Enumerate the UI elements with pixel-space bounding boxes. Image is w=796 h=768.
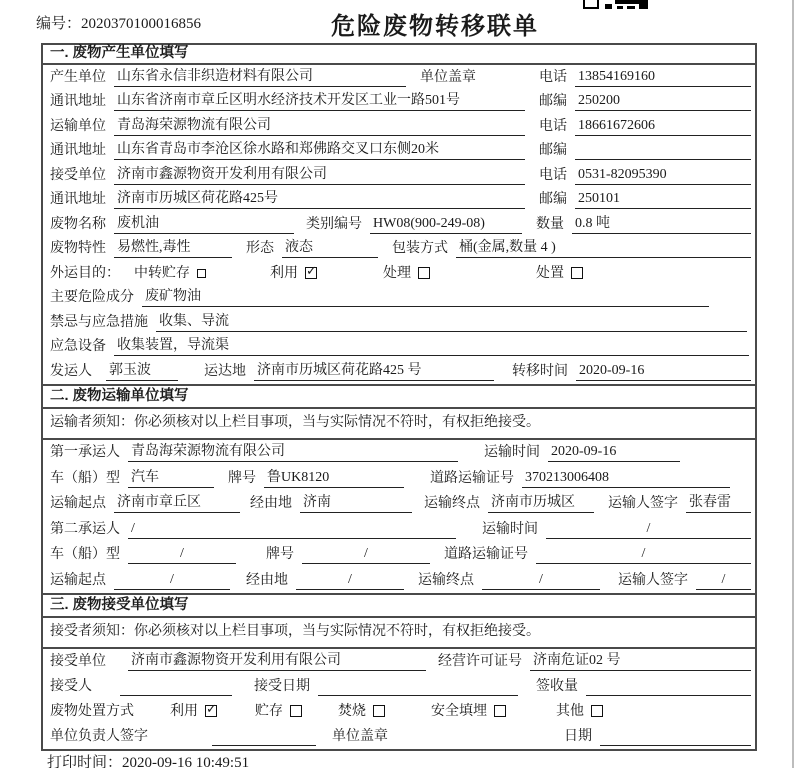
waste-property-value: 易燃性,毒性 <box>114 239 232 258</box>
row-acceptor <box>43 674 755 699</box>
emergency-equipment-label: 应急设备 <box>50 339 106 354</box>
producer-zip-value: 250200 <box>575 92 751 111</box>
packing-label: 包装方式 <box>392 241 448 256</box>
waste-category-value: HW08(900-249-08) <box>370 215 522 234</box>
route1-end-value: 济南市历城区 <box>488 494 594 513</box>
producer-zip-label: 邮编 <box>539 94 567 109</box>
vehicle-type1-label: 车（船）型 <box>50 470 120 486</box>
date-value <box>600 727 751 746</box>
disposal-option-use-checkbox <box>205 705 217 717</box>
shipper-label: 发运人 <box>50 363 92 379</box>
purpose-option-use-checkbox <box>305 267 317 279</box>
route2-start-value: / <box>114 571 230 590</box>
road-permit1-value: 370213006408 <box>522 469 730 488</box>
disposal-option-store <box>255 702 302 721</box>
row-producer-address-right <box>539 92 751 111</box>
row-route2 <box>43 567 755 593</box>
qr-block <box>605 4 612 9</box>
route2-start-label: 运输起点 <box>50 572 106 588</box>
taboo-measures-value: 收集、导流 <box>156 313 747 332</box>
purpose-option-transfer-label: 中转贮存 <box>134 265 190 281</box>
disposal-option-incinerate-label: 焚烧 <box>338 703 366 719</box>
first-carrier-value: 青岛海荣源物流有限公司 <box>128 443 458 462</box>
disposal-option-landfill-label: 安全填埋 <box>431 703 487 719</box>
disposal-option-other-label: 其他 <box>556 703 584 719</box>
disposal-option-store-label: 贮存 <box>255 703 283 719</box>
road-permit2-label: 道路运输证号 <box>444 547 528 562</box>
receiver-zip-label: 邮编 <box>539 192 567 207</box>
plate1-label: 牌号 <box>228 470 256 486</box>
acceptor-value <box>120 677 232 696</box>
transporter-zip-value <box>575 141 751 160</box>
purpose-option-dispose-checkbox <box>571 267 583 279</box>
route2-sign-label: 运输人签字 <box>618 572 688 588</box>
row-producer-address-left <box>50 92 539 111</box>
row-main-hazard <box>43 286 755 311</box>
waste-property-label: 废物特性 <box>50 241 106 256</box>
producer-phone-value: 13854169160 <box>575 68 751 87</box>
disposal-option-incinerate <box>338 702 385 721</box>
purpose-option-dispose <box>536 264 583 283</box>
row-transporter-address-right <box>539 141 751 160</box>
qr-block <box>627 6 635 9</box>
purpose-option-treat-checkbox <box>418 267 430 279</box>
first-carrier-label: 第一承运人 <box>50 445 120 460</box>
page-edge-line <box>792 0 794 768</box>
main-hazard-label: 主要危险成分 <box>50 290 134 305</box>
packing-value: 桶(金属,数量 4 ) <box>456 239 751 258</box>
shipper-value: 郭玉波 <box>106 362 178 381</box>
row-accept-unit <box>43 649 755 674</box>
date-label: 日期 <box>564 728 592 744</box>
qr-code-fragment <box>583 0 653 10</box>
accept-date-label: 接受日期 <box>254 678 310 694</box>
purpose-label: 外运目的： <box>50 265 120 281</box>
transfer-time-label: 转移时间 <box>512 363 568 379</box>
waste-qty-label: 数量 <box>536 216 564 232</box>
row-waste-property <box>43 237 755 262</box>
transporter-label: 运输单位 <box>50 118 106 134</box>
transporter-address-value: 山东省青岛市李沧区徐水路和郑佛路交叉口东侧20米 <box>114 141 525 160</box>
responsible-signature-label: 单位负责人签字 <box>50 728 148 744</box>
transporter-notice: 运输者须知：你必须核对以上栏目事项，当与实际情况不符时，有权拒绝接受。 <box>43 409 755 440</box>
row-receiver-left <box>50 166 539 185</box>
producer-address-label: 通讯地址 <box>50 94 106 109</box>
disposal-option-other-checkbox <box>591 705 603 717</box>
row-second-carrier <box>43 516 755 542</box>
receiver-address-label: 通讯地址 <box>50 192 106 207</box>
print-time-label: 打印时间： <box>47 755 123 768</box>
disposal-option-store-checkbox <box>290 705 302 717</box>
row-responsible-signature <box>43 724 755 749</box>
row-purpose <box>43 261 755 286</box>
producer-seal-label: 单位盖章 <box>420 69 476 85</box>
section1-header: 一. 废物产生单位填写 <box>43 45 755 65</box>
page-title: 危险废物转移联单 <box>331 14 539 40</box>
doc-number-value: 2020370100016856 <box>81 16 202 32</box>
purpose-option-transfer <box>134 264 206 283</box>
license-value: 济南危证02 号 <box>530 652 751 671</box>
license-label: 经营许可证号 <box>438 653 522 669</box>
row-producer <box>43 65 755 90</box>
transport-time2-value: / <box>546 520 751 539</box>
row-disposal-method <box>43 699 755 724</box>
receipt-qty-value <box>586 677 751 696</box>
row-transporter-left <box>50 117 539 136</box>
accept-unit-value: 济南市鑫源物资开发利用有限公司 <box>128 652 426 671</box>
vehicle-type2-label: 车（船）型 <box>50 547 120 562</box>
second-carrier-label: 第二承运人 <box>50 521 120 537</box>
receiver-zip-value: 250101 <box>575 190 751 209</box>
emergency-equipment-value: 收集装置，导流渠 <box>114 337 749 356</box>
waste-category-label: 类别编号 <box>306 216 362 232</box>
transporter-value: 青岛海荣源物流有限公司 <box>114 117 525 136</box>
producer-value: 山东省永信非织造材料有限公司 <box>114 68 406 87</box>
disposal-method-label: 废物处置方式 <box>50 703 134 719</box>
qr-block <box>617 6 623 9</box>
route2-sign-value: / <box>696 571 751 590</box>
receiver-notice: 接受者须知：你必须核对以上栏目事项，当与实际情况不符时，有权拒绝接受。 <box>43 618 755 649</box>
route1-start-label: 运输起点 <box>50 496 106 511</box>
row-vehicle1 <box>43 465 755 491</box>
purpose-option-treat-label: 处理 <box>383 265 411 281</box>
row-taboo-measures <box>43 310 755 335</box>
row-shipper <box>43 359 755 384</box>
section3-header: 三. 废物接受单位填写 <box>43 593 755 618</box>
transporter-phone-label: 电话 <box>539 118 567 134</box>
qr-block <box>639 0 648 9</box>
disposal-option-landfill-checkbox <box>494 705 506 717</box>
row-emergency-equipment <box>43 335 755 360</box>
row-receiver-address-left <box>50 190 539 209</box>
row-producer-address <box>43 90 755 115</box>
row-transporter-address <box>43 139 755 164</box>
row-vehicle2 <box>43 542 755 568</box>
waste-qty-value: 0.8 吨 <box>572 215 751 234</box>
accept-date-value <box>318 677 518 696</box>
responsible-signature-value <box>212 727 316 746</box>
disposal-option-use <box>170 702 217 721</box>
main-hazard-value: 废矿物油 <box>142 288 709 307</box>
transporter-phone-value: 18661672606 <box>575 117 751 136</box>
route2-via-value: / <box>296 571 404 590</box>
row-receiver-address <box>43 188 755 213</box>
route1-start-value: 济南市章丘区 <box>114 494 240 513</box>
receipt-qty-label: 签收量 <box>536 678 578 694</box>
row-waste-name <box>43 212 755 237</box>
waste-name-label: 废物名称 <box>50 216 106 232</box>
route1-sign-label: 运输人签字 <box>608 496 678 511</box>
producer-phone-label: 电话 <box>539 69 567 85</box>
transport-time1-label: 运输时间 <box>484 445 540 460</box>
disposal-option-use-label: 利用 <box>170 703 198 719</box>
print-time-value: 2020-09-16 10:49:51 <box>122 755 250 768</box>
waste-name-value: 废机油 <box>114 215 294 234</box>
receiver-value: 济南市鑫源物资开发利用有限公司 <box>114 166 525 185</box>
second-carrier-value: / <box>128 520 456 539</box>
row-transporter <box>43 114 755 139</box>
vehicle-type2-value: / <box>128 545 236 564</box>
disposal-option-other <box>556 702 603 721</box>
purpose-option-transfer-checkbox <box>197 269 206 278</box>
purpose-option-dispose-label: 处置 <box>536 265 564 281</box>
row-producer-right <box>539 68 751 87</box>
transporter-address-label: 通讯地址 <box>50 143 106 158</box>
transport-time1-value: 2020-09-16 <box>548 443 680 462</box>
destination-label: 运达地 <box>204 363 246 379</box>
road-permit2-value: / <box>536 545 751 564</box>
disposal-option-incinerate-checkbox <box>373 705 385 717</box>
route2-via-label: 经由地 <box>246 572 288 588</box>
route1-via-label: 经由地 <box>250 496 292 511</box>
doc-number <box>36 12 201 33</box>
unit-seal-label: 单位盖章 <box>332 728 388 744</box>
row-receiver <box>43 163 755 188</box>
waste-form-label: 形态 <box>246 241 274 256</box>
waste-form-value: 液态 <box>282 239 378 258</box>
road-permit1-label: 道路运输证号 <box>430 470 514 486</box>
route2-end-label: 运输终点 <box>418 572 474 588</box>
route1-via-value: 济南 <box>300 494 412 513</box>
row-receiver-right <box>539 166 751 185</box>
plate1-value: 鲁UK8120 <box>264 469 404 488</box>
transport-time2-label: 运输时间 <box>482 521 538 537</box>
destination-value: 济南市历城区荷花路425 号 <box>254 362 494 381</box>
doc-number-label: 编号： <box>36 16 82 32</box>
qr-block <box>615 0 639 4</box>
route1-end-label: 运输终点 <box>424 496 480 511</box>
transporter-zip-label: 邮编 <box>539 143 567 158</box>
vehicle-type1-value: 汽车 <box>128 469 214 488</box>
accept-unit-label: 接受单位 <box>50 653 106 669</box>
receiver-label: 接受单位 <box>50 167 106 183</box>
row-receiver-address-right <box>539 190 751 209</box>
row-transporter-right <box>539 117 751 136</box>
plate2-label: 牌号 <box>266 547 294 562</box>
producer-label: 产生单位 <box>50 69 106 85</box>
disposal-option-landfill <box>431 702 506 721</box>
qr-block <box>583 0 599 9</box>
acceptor-label: 接受人 <box>50 678 92 694</box>
manifest-table <box>41 43 757 751</box>
print-time <box>47 751 249 768</box>
route1-sign-value: 张春雷 <box>686 494 751 513</box>
purpose-option-treat <box>383 264 430 283</box>
receiver-phone-value: 0531-82095390 <box>575 166 751 185</box>
taboo-measures-label: 禁忌与应急措施 <box>50 314 148 330</box>
section2-header: 二. 废物运输单位填写 <box>43 384 755 409</box>
row-transporter-address-left <box>50 141 539 160</box>
plate2-value: / <box>302 545 430 564</box>
row-producer-left <box>50 68 539 87</box>
row-route1 <box>43 491 755 517</box>
row-first-carrier <box>43 440 755 466</box>
producer-address-value: 山东省济南市章丘区明水经济技术开发区工业一路501号 <box>114 92 525 111</box>
transfer-time-value: 2020-09-16 <box>576 362 751 381</box>
receiver-address-value: 济南市历城区荷花路425号 <box>114 190 525 209</box>
receiver-phone-label: 电话 <box>539 167 567 183</box>
purpose-option-use <box>270 264 317 283</box>
route2-end-value: / <box>482 571 600 590</box>
purpose-option-use-label: 利用 <box>270 265 298 281</box>
